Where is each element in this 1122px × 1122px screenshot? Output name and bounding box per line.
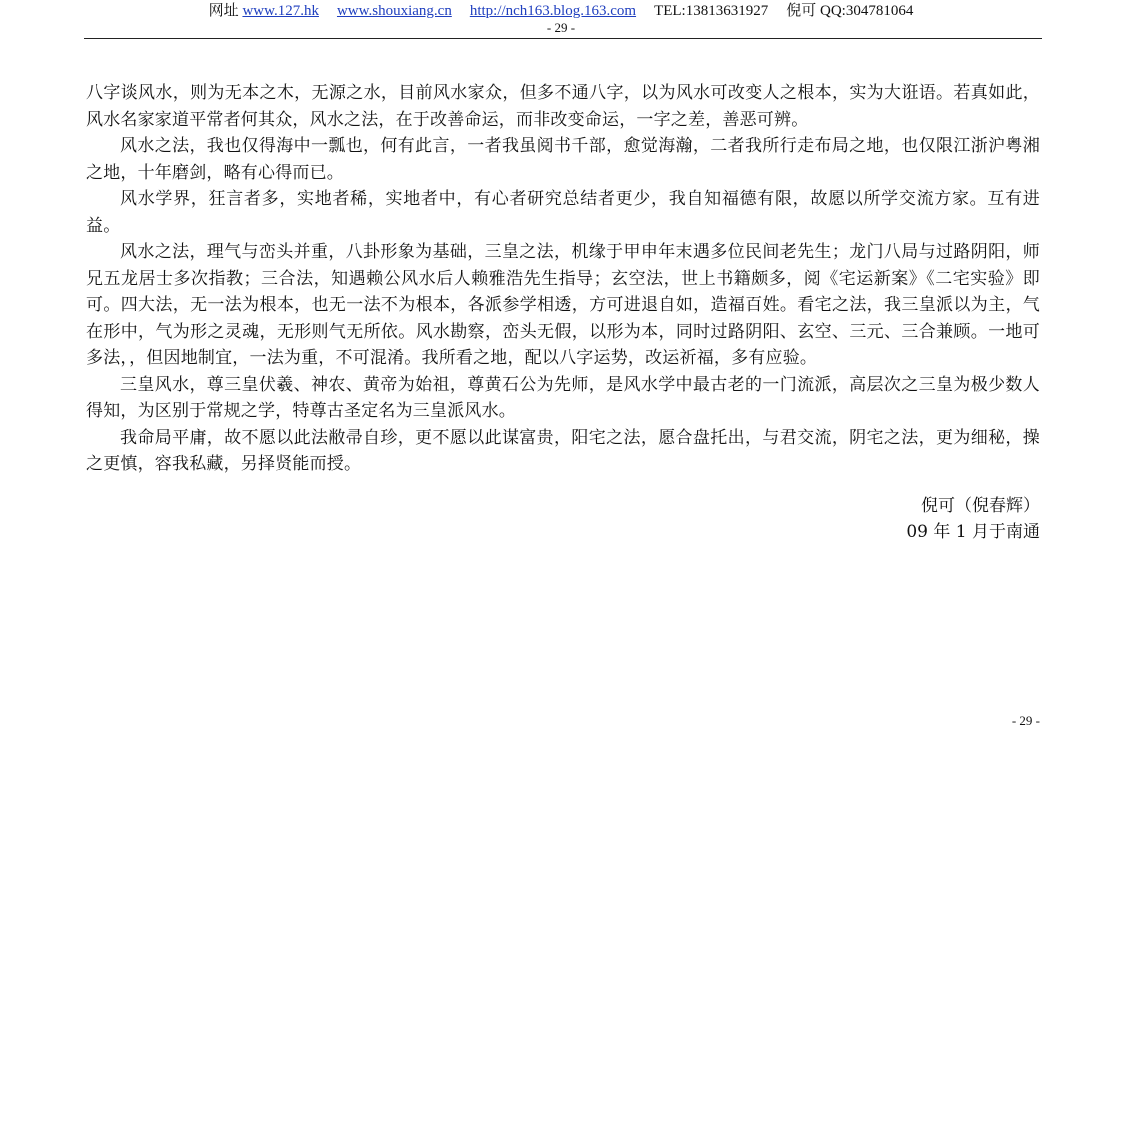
header-divider [84,38,1042,39]
header-page-number: - 29 - [546,20,576,35]
signature-block [906,493,1040,545]
signature-date: 09 年 1 月于南通 [906,522,1040,542]
page-header [0,2,1122,20]
paragraph: 我命局平庸，故不愿以此法敝帚自珍，更不愿以此谋富贵，阳宅之法，愿合盘托出，与君交流，阴宅之法，更为细秘，操之更慎，容我私藏，另择贤能而授。 [86,427,1040,474]
header-contact [786,3,913,19]
header-name: 倪可 [786,3,817,19]
header-qq: QQ:304781064 [819,3,914,19]
header-site-label: 网址 www.127.hk [208,3,319,19]
header-link-127[interactable]: www.127.hk [242,3,319,19]
paragraph: 八字谈风水，则为无本之木，无源之水，目前风水家众，但多不通八字，以为风水可改变人之根本，实为大诳语。若真如此，风水名家家道平常者何其众，风水之法，在于改善命运，而非改变命运，一字之差，善恶可辨。 [86,83,1040,130]
header-link-shouxiang[interactable]: www.shouxiang.cn [336,3,452,19]
footer-page-number: - 29 - [1011,713,1040,728]
paragraph: 三皇风水，尊三皇伏羲、神农、黄帝为始祖，尊黄石公为先师，是风水学中最古老的一门流派，高层次之三皇为极少数人得知，为区别于常规之学，特尊古圣定名为三皇派风水。 [86,374,1040,421]
body-text [86,80,1040,478]
paragraph: 风水之法，我也仅得海中一瓢也，何有此言，一者我虽阅书千部，愈觉海瀚，二者我所行走布局之地，也仅限江浙沪粤湘之地，十年磨剑，略有心得而已。 [86,136,1040,183]
paragraph: 风水学界，狂言者多，实地者稀，实地者中，有心者研究总结者更少，我自知福德有限，故愿以所学交流方家。互有进益。 [86,189,1040,236]
header-link-blog[interactable]: http://nch163.blog.163.com [469,3,637,19]
signature-author: 倪可（倪春辉） [921,496,1040,516]
paragraph: 风水之法，理气与峦头并重，八卦形象为基础，三皇之法，机缘于甲申年末遇多位民间老先生；龙门八局与过路阴阳，师兄五龙居士多次指教；三合法，知遇赖公风水后人赖雅浩先生指导；玄空法，世上书籍颇多，阅《宅运新案》《二宅实验》即可。四大法，无一法为根本，也无一法不为根本，各派参学相透，方可进退自如，造福百姓。看宅之法，我三皇派以为主，气在形中，气为形之灵魂，无形则气无所依。风水勘察，峦头无假，以形为本，同时过路阴阳、玄空、三元、三合兼顾。一地可多法，，但因地制宜，一法为重，不可混淆。我所看之地，配以八字运势，改运祈福，多有应验。 [86,242,1040,368]
header-tel: TEL:13813631927 [654,3,769,19]
